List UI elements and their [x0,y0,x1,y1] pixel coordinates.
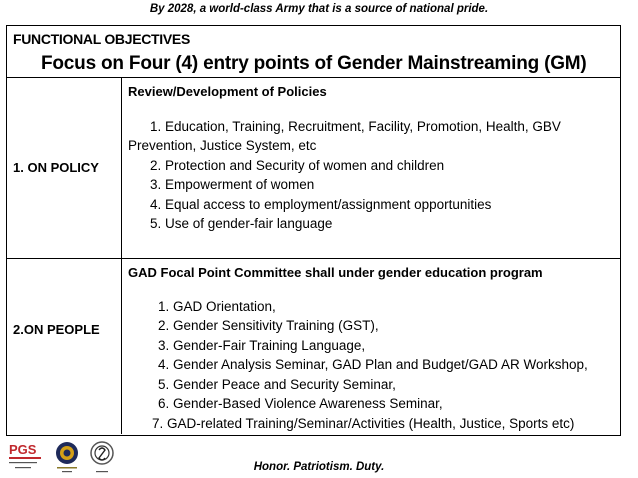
policy-item: Prevention, Justice System, etc [128,138,317,153]
header-big-title: Focus on Four (4) entry points of Gender Mainstreaming (GM) [41,53,587,74]
policy-item: 1. Education, Training, Recruitment, Facility, Promotion, Health, GBV [150,118,561,134]
policy-content [128,78,616,234]
header-small-title: FUNCTIONAL OBJECTIVES [13,31,191,47]
people-heading: GAD Focal Point Committee shall under gender education program [128,265,543,280]
people-item: 3. Gender-Fair Training Language, [158,337,366,353]
footer-tagline: Honor. Patriotism. Duty. [253,461,385,473]
people-item: 1. GAD Orientation, [158,298,276,314]
objectives-table [6,25,621,436]
people-label-cell [7,259,122,434]
people-content [128,259,616,433]
policy-label: 1. ON POLICY [13,160,99,175]
people-item: 7. GAD-related Training/Seminar/Activities (Health, Justice, Sports etc) [152,415,575,431]
people-label: 2.ON PEOPLE [13,322,100,337]
policy-heading: Review/Development of Policies [128,84,327,99]
policy-item: 4. Equal access to employment/assignment opportunities [150,196,492,212]
pgs-logo-text: PGS [9,442,37,457]
people-row [7,259,620,434]
people-item: 2. Gender Sensitivity Training (GST), [158,318,379,333]
people-item: 4. Gender Analysis Seminar, GAD Plan and Budget/GAD AR Workshop, [158,357,588,372]
people-item: 6. Gender-Based Violence Awareness Seminar, [158,396,443,411]
top-tagline: By 2028, a world-class Army that is a source of national pride. [149,3,489,15]
policy-item: 3. Empowerment of women [150,177,315,192]
policy-label-cell [7,78,122,258]
table-header [7,26,620,78]
policy-item: 5. Use of gender-fair language [150,216,333,231]
policy-item: 2. Protection and Security of women and children [150,157,445,173]
people-item: 5. Gender Peace and Security Seminar, [158,376,396,392]
policy-row [7,78,620,259]
